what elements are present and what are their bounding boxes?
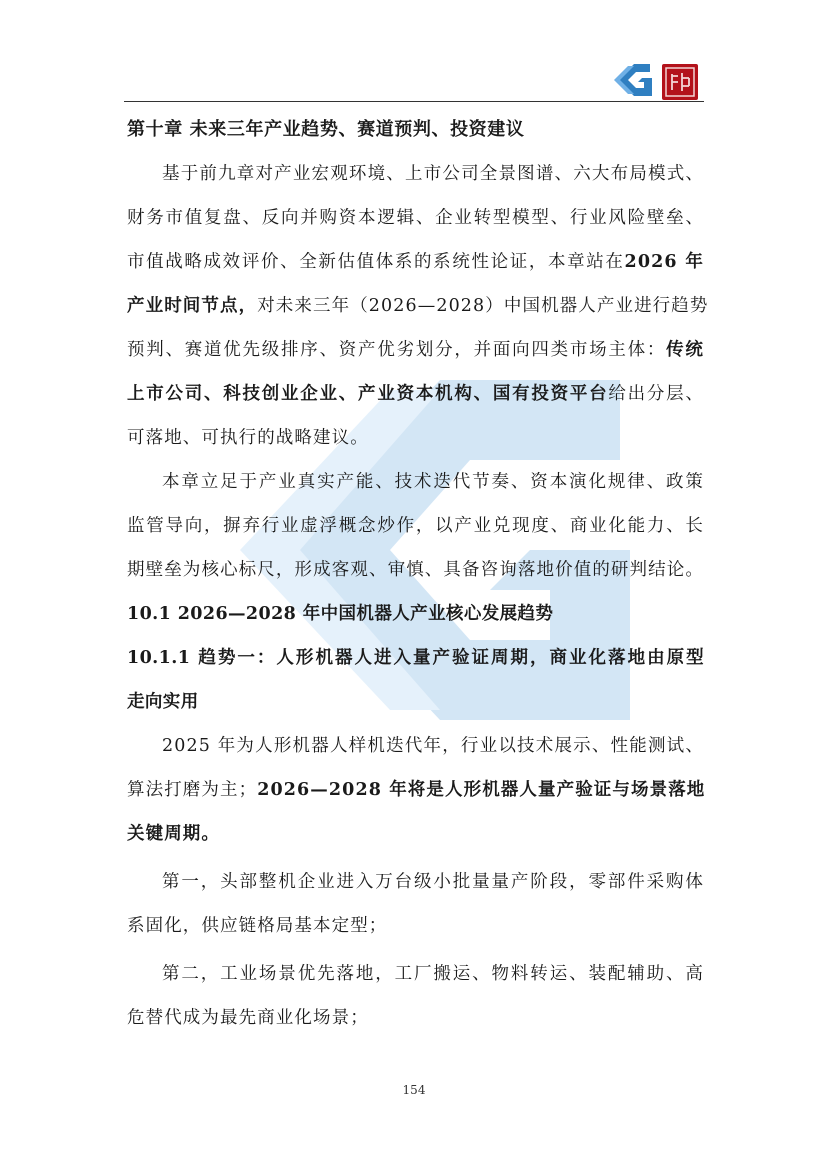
- text-line: 财务市值复盘、反向并购资本逻辑、企业转型模型、行业风险壁垒、: [127, 208, 704, 228]
- text-line: 基于前九章对产业宏观环境、上市公司全景图谱、六大布局模式、: [162, 164, 704, 184]
- text-line: 算法打磨为主；2026—2028 年将是人形机器人量产验证与场景落地: [127, 780, 706, 800]
- text-line: 预判、赛道优先级排序、资产优劣划分，并面向四类市场主体：传统: [127, 340, 704, 360]
- text-line: 监管导向，摒弃行业虚浮概念炒作，以产业兑现度、商业化能力、长: [127, 516, 704, 536]
- section-heading-10-1: 10.1 2026—2028 年中国机器人产业核心发展趋势: [127, 604, 554, 624]
- second-point-paragraph: [127, 952, 704, 1040]
- subsection-heading-10-1-1: [127, 636, 704, 724]
- bold-text: 产业时间节点，: [127, 296, 258, 316]
- text-line: 2025 年为人形机器人样机迭代年，行业以技术展示、性能测试、: [162, 736, 704, 756]
- trend1-paragraph: [127, 724, 704, 856]
- text-line: 上市公司、科技创业企业、产业资本机构、国有投资平台给出分层、: [127, 384, 705, 404]
- text-line: 走向实用: [127, 692, 199, 712]
- bold-text: 上市公司、科技创业企业、产业资本机构、国有投资平台: [127, 384, 609, 404]
- text-line: [127, 812, 704, 856]
- intro-paragraph: [127, 152, 709, 460]
- text-line: 第一，头部整机企业进入万台级小批量量产阶段，零部件采购体: [162, 872, 704, 892]
- bold-text: 2026 年: [624, 252, 704, 272]
- text-line: 可落地、可执行的战略建议。: [127, 428, 369, 448]
- first-point-paragraph: [127, 860, 704, 948]
- intro2-paragraph: [127, 460, 704, 592]
- bold-text: 关键周期。: [127, 824, 220, 844]
- page-number: 154: [402, 1083, 426, 1097]
- seal-icon: [662, 64, 698, 100]
- text-line: 产业时间节点，对未来三年（2026—2028）中国机器人产业进行趋势: [127, 296, 709, 316]
- chapter-title: 第十章 未来三年产业趋势、赛道预判、投资建议: [127, 119, 525, 140]
- company-logo-icon: [610, 60, 654, 100]
- bold-text: 传统: [666, 340, 704, 360]
- text-line: 10.1.1 趋势一：人形机器人进入量产验证周期，商业化落地由原型: [127, 648, 704, 668]
- text-line: 期壁垒为核心标尺，形成客观、审慎、具备咨询落地价值的研判结论。: [127, 560, 704, 580]
- header-divider: [124, 101, 704, 102]
- text-line: 本章立足于产业真实产能、技术迭代节奏、资本演化规律、政策: [162, 472, 704, 492]
- text-line: 系固化，供应链格局基本定型；: [127, 916, 388, 936]
- text-line: 危替代成为最先商业化场景；: [127, 1008, 369, 1028]
- text-line: 市值战略成效评价、全新估值体系的系统性论证，本章站在2026 年: [127, 252, 704, 272]
- bold-text: 2026—2028 年将是人形机器人量产验证与场景落地: [257, 780, 706, 800]
- text-line: 第二，工业场景优先落地，工厂搬运、物料转运、装配辅助、高: [162, 964, 704, 984]
- page-body: [127, 108, 709, 1040]
